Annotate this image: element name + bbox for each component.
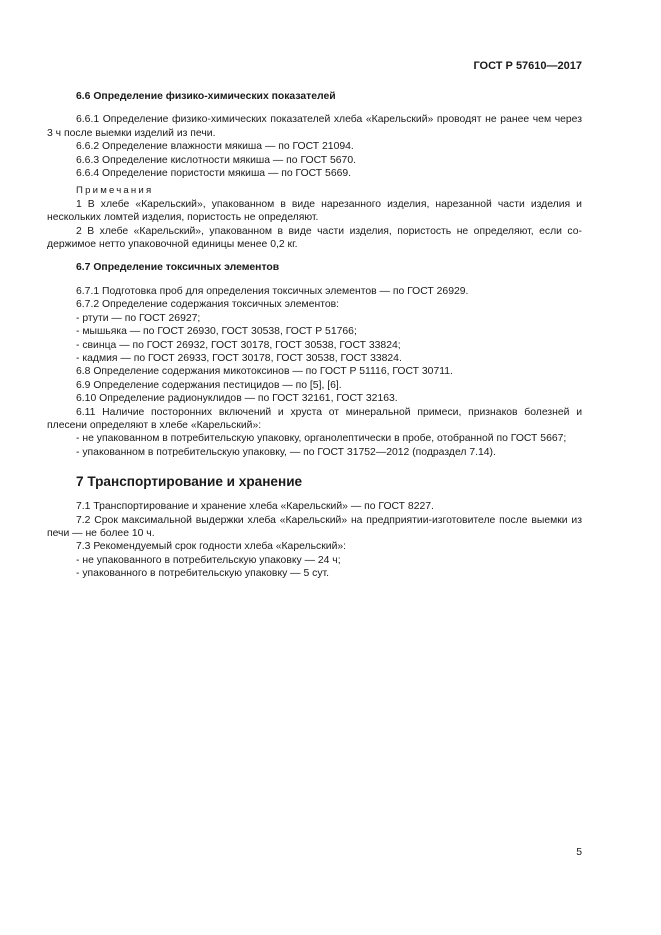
page-number: 5 bbox=[576, 847, 582, 858]
list-item: - свинца — по ГОСТ 26932, ГОСТ 30178, ГОСТ 30538, ГОСТ 33824; bbox=[76, 339, 401, 351]
list-item: - ртути — по ГОСТ 26927; bbox=[76, 312, 201, 324]
page-content bbox=[47, 90, 582, 581]
list-item: - кадмия — по ГОСТ 26933, ГОСТ 30178, ГОСТ 30538, ГОСТ 33824. bbox=[76, 352, 402, 364]
paragraph-6-6-4: 6.6.4 Определение пористости мякиша — по ГОСТ 5669. bbox=[76, 168, 352, 180]
paragraph-6-11: 6.11 Наличие посторонних включений и хруста от минеральной примеси, признаков болезней и плесени определяют в хлебе «Карельский»: bbox=[47, 406, 582, 431]
section-6-6-heading: 6.6 Определение физико-химических показателей bbox=[76, 91, 336, 102]
paragraph-6-10: 6.10 Определение радионуклидов — по ГОСТ 32161, ГОСТ 32163. bbox=[76, 393, 398, 405]
list-item: - не упакованного в потребительскую упаковку — 24 ч; bbox=[76, 554, 341, 566]
section-7-heading: 7 Транспортирование и хранение bbox=[76, 474, 303, 490]
note-2: 2 В хлебе «Карельский», упакованном в виде части изделия, пористость не определяют, если содержимое нетто упаковочной единицы менее 0,2 кг. bbox=[47, 225, 582, 251]
document-code: ГОСТ Р 57610—2017 bbox=[473, 60, 582, 72]
notes-label: Примечания bbox=[76, 185, 154, 197]
list-item: - упакованном в потребительскую упаковку, — по ГОСТ 31752—2012 (подраздел 7.14). bbox=[76, 446, 496, 458]
paragraph-6-9: 6.9 Определение содержания пестицидов — по [5], [6]. bbox=[76, 379, 342, 391]
paragraph-6-6-3: 6.6.3 Определение кислотности мякиша — по ГОСТ 5670. bbox=[76, 154, 356, 166]
paragraph-6-7-2: 6.7.2 Определение содержания токсичных элементов: bbox=[76, 299, 340, 311]
paragraph-7-2: 7.2 Срок максимальной выдержки хлеба «Карельский» на предприятии-изготовителе после выемки из печи — не более 10 ч. bbox=[47, 514, 582, 539]
paragraph-7-3: 7.3 Рекомендуемый срок годности хлеба «Карельский»: bbox=[76, 541, 347, 553]
paragraph-6-6-1: 6.6.1 Определение физико-химических показателей хлеба «Карельский» проводят не ранее чем через 3 ч после выемки изделий из печи. bbox=[47, 114, 582, 139]
list-item: - упакованного в потребительскую упаковку — 5 сут. bbox=[76, 568, 330, 580]
list-item: - мышьяка — по ГОСТ 26930, ГОСТ 30538, ГОСТ Р 51766; bbox=[76, 326, 357, 338]
paragraph-7-1: 7.1 Транспортирование и хранение хлеба «Карельский» — по ГОСТ 8227. bbox=[76, 501, 434, 513]
note-1: 1 В хлебе «Карельский», упакованном в виде нарезанного изделия, нарезанной части изделия и нескольких ломтей изделия, пористость не определяют. bbox=[47, 198, 582, 224]
paragraph-6-6-2: 6.6.2 Определение влажности мякиша — по ГОСТ 21094. bbox=[76, 141, 354, 153]
section-6-7-heading: 6.7 Определение токсичных элементов bbox=[76, 262, 280, 274]
list-item: - не упакованном в потребительскую упаковку, органолептически в пробе, отобранной по ГОСТ 5667; bbox=[76, 433, 567, 445]
paragraph-6-7-1: 6.7.1 Подготовка проб для определения токсичных элементов — по ГОСТ 26929. bbox=[76, 285, 469, 297]
paragraph-6-8: 6.8 Определение содержания микотоксинов — по ГОСТ Р 51116, ГОСТ 30711. bbox=[76, 366, 453, 378]
